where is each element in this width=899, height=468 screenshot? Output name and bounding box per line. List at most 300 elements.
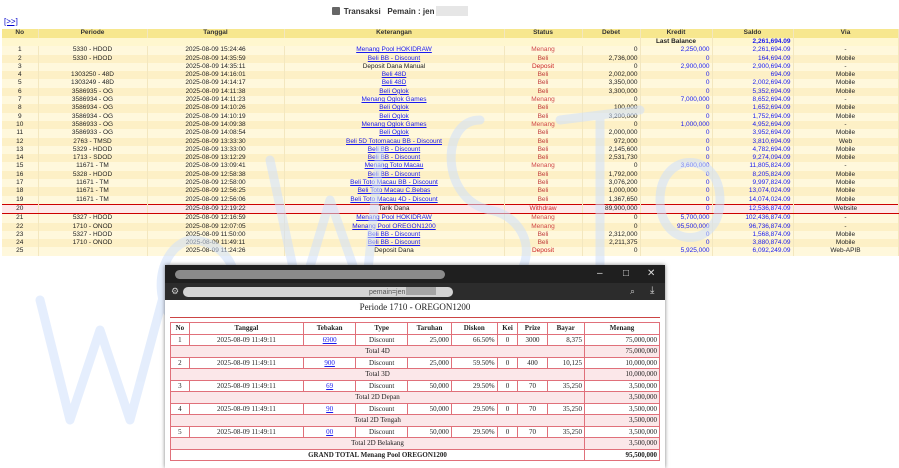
keterangan-link[interactable]: Beli 48D [381, 79, 407, 87]
keterangan-link[interactable]: Beli 5D Totomacau BB - Discount [346, 137, 442, 145]
row-keterangan: Deposit Dana [284, 247, 504, 255]
row-periode: 11671 - TM [38, 162, 147, 170]
row-no: 20 [2, 204, 38, 213]
grand-total-row [171, 449, 660, 461]
column-header: Tanggal [147, 29, 284, 38]
row-no: 8 [2, 104, 38, 112]
bet-row [171, 357, 660, 369]
bet-kei: 0 [497, 426, 518, 438]
transaction-row [2, 129, 898, 137]
row-no: 11 [2, 129, 38, 137]
row-saldo: 164,694.09 [712, 55, 793, 63]
row-saldo: 3,880,874.09 [712, 239, 793, 247]
row-saldo: 8,205,824.09 [712, 171, 793, 179]
bet-type: Discount [356, 403, 408, 415]
row-periode: 5330 - HDOD [38, 55, 147, 63]
keterangan-link[interactable]: Beli Oglok [379, 129, 409, 137]
keterangan-link[interactable]: Beli Toto Macau C.Bebas [357, 187, 431, 195]
detail-column-header: Tanggal [189, 323, 303, 335]
keterangan-link[interactable]: Menang Pool HOKIDRAW [356, 46, 432, 54]
transaction-row [2, 63, 898, 71]
bet-tanggal: 2025-08-09 11:49:11 [189, 380, 303, 392]
row-keterangan [284, 55, 504, 63]
detail-column-header: No [171, 323, 190, 335]
bet-prize: 70 [518, 426, 547, 438]
periode-heading: Periode 1710 - OREGON1200 [359, 302, 471, 312]
row-no: 4 [2, 71, 38, 79]
row-tanggal: 2025-08-09 13:33:00 [147, 146, 284, 154]
row-status: Beli [504, 129, 582, 137]
detail-header-row [171, 323, 660, 335]
row-via: Mobile [793, 79, 898, 87]
subtotal-row [171, 438, 660, 450]
redacted-url-part [406, 287, 436, 295]
bet-diskon: 59.50% [451, 357, 497, 369]
subtotal-row [171, 369, 660, 381]
maximize-button[interactable]: □ [623, 268, 630, 279]
row-kredit: 0 [640, 138, 712, 146]
zoom-icon[interactable]: ⌕ [630, 286, 636, 296]
keterangan-link[interactable]: Beli BB - Discount [367, 239, 421, 247]
keterangan-link[interactable]: Beli BB - Discount [367, 154, 421, 162]
row-saldo: 13,074,024.09 [712, 187, 793, 195]
bet-taruhan: 50,000 [408, 403, 452, 415]
row-tanggal: 2025-08-09 12:58:38 [147, 171, 284, 179]
minimize-button[interactable]: – [597, 268, 603, 279]
row-periode: 5329 - HDOD [38, 146, 147, 154]
bet-tanggal: 2025-08-09 11:49:11 [189, 426, 303, 438]
bet-kei: 0 [497, 403, 518, 415]
row-status: Beli [504, 55, 582, 63]
row-keterangan [284, 138, 504, 146]
row-status: Menang [504, 214, 582, 223]
site-settings-icon[interactable]: ⚙ [171, 286, 180, 296]
keterangan-link[interactable]: Beli Oglok [379, 87, 409, 95]
bet-menang: 3,500,000 [585, 380, 660, 392]
download-icon[interactable]: ⤓ [650, 285, 655, 296]
keterangan-link[interactable]: Menang Oglok Games [361, 120, 427, 128]
row-status: Menang [504, 223, 582, 231]
row-status: Beli [504, 239, 582, 247]
transaction-row [2, 138, 898, 146]
bet-prize: 400 [518, 357, 547, 369]
last-balance-row [2, 38, 898, 46]
row-kredit: 0 [640, 113, 712, 121]
transaction-row [2, 204, 898, 213]
keterangan-link[interactable]: Beli Oglok [379, 104, 409, 112]
bet-taruhan: 50,000 [408, 380, 452, 392]
row-kredit: 0 [640, 146, 712, 154]
popup-address-bar [165, 283, 665, 300]
row-debet: 2,531,730 [582, 154, 640, 162]
row-periode: 3586933 - OG [38, 121, 147, 129]
transaction-row [2, 96, 898, 104]
bet-taruhan: 50,000 [408, 426, 452, 438]
url-field[interactable] [183, 287, 453, 297]
column-header: Debet [582, 29, 640, 38]
row-kredit: 2,900,000 [640, 63, 712, 71]
row-saldo: 6,092,249.09 [712, 247, 793, 255]
row-keterangan [284, 79, 504, 87]
row-tanggal: 2025-08-09 14:11:23 [147, 96, 284, 104]
row-status: Beli [504, 113, 582, 121]
row-saldo: 14,074,024.09 [712, 196, 793, 205]
row-status: Menang [504, 121, 582, 129]
row-periode: 1713 - SDOD [38, 154, 147, 162]
row-via: Mobile [793, 88, 898, 96]
row-keterangan [284, 231, 504, 239]
bet-tanggal: 2025-08-09 11:49:11 [189, 403, 303, 415]
subtotal-row [171, 415, 660, 427]
row-debet: 0 [582, 247, 640, 255]
row-no: 3 [2, 63, 38, 71]
row-no: 10 [2, 121, 38, 129]
keterangan-link[interactable]: Menang Toto Macau [364, 162, 424, 170]
row-periode: 1303249 - 48D [38, 79, 147, 87]
row-kredit: 2,250,000 [640, 46, 712, 54]
row-debet: 2,000,000 [582, 129, 640, 137]
row-via: Mobile [793, 104, 898, 112]
row-debet: 3,350,000 [582, 79, 640, 87]
bet-no: 2 [171, 357, 190, 369]
row-keterangan: Tarik Dana [284, 204, 504, 213]
row-tanggal: 2025-08-09 13:09:41 [147, 162, 284, 170]
row-debet: 1,792,000 [582, 171, 640, 179]
row-keterangan [284, 187, 504, 195]
bet-tebakan [304, 426, 356, 438]
bet-no: 5 [171, 426, 190, 438]
row-periode: 5330 - HDOD [38, 46, 147, 54]
row-kredit: 0 [640, 171, 712, 179]
row-keterangan [284, 113, 504, 121]
row-periode: 5327 - HDOD [38, 231, 147, 239]
subtotal-value: 3,500,000 [585, 392, 660, 404]
row-periode: 5328 - HDOD [38, 171, 147, 179]
subtotal-value: 75,000,000 [585, 346, 660, 358]
row-via: - [793, 46, 898, 54]
bet-tebakan [304, 380, 356, 392]
row-saldo: 102,436,874.09 [712, 214, 793, 223]
bet-prize: 70 [518, 380, 547, 392]
page-title: Transaksi [343, 7, 381, 16]
subtotal-value: 3,500,000 [585, 438, 660, 450]
row-status: Beli [504, 231, 582, 239]
row-no: 18 [2, 187, 38, 195]
row-debet: 3,200,000 [582, 113, 640, 121]
row-keterangan [284, 171, 504, 179]
keterangan-link[interactable]: Beli BB - Discount [367, 170, 421, 178]
row-via: - [793, 121, 898, 129]
row-via: Website [793, 204, 898, 213]
transaction-row [2, 214, 898, 223]
tebakan-link[interactable]: 90 [326, 404, 334, 413]
row-via: Mobile [793, 231, 898, 239]
row-via: Web-APIB [793, 247, 898, 255]
row-saldo: 3,810,694.09 [712, 138, 793, 146]
detail-popup-window [165, 265, 665, 468]
row-kredit: 7,000,000 [640, 96, 712, 104]
row-status: Menang [504, 46, 582, 54]
row-keterangan [284, 146, 504, 154]
keterangan-link[interactable]: Beli BB - Discount [367, 54, 421, 62]
row-status: Withdraw [504, 204, 582, 213]
row-tanggal: 2025-08-09 14:35:11 [147, 63, 284, 71]
keterangan-link[interactable]: Beli Toto Macau 4D - Discount [350, 195, 438, 203]
row-debet: 0 [582, 162, 640, 170]
row-debet: 100,000 [582, 104, 640, 112]
bet-bayar: 8,375 [547, 334, 584, 346]
bet-bayar: 35,250 [547, 403, 584, 415]
bet-type: Discount [356, 380, 408, 392]
row-debet: 0 [582, 96, 640, 104]
row-kredit: 0 [640, 154, 712, 162]
transaction-row [2, 55, 898, 63]
transaction-row [2, 46, 898, 54]
page-header [0, 6, 800, 22]
bet-row [171, 426, 660, 438]
row-keterangan [284, 196, 504, 205]
row-kredit: 5,925,000 [640, 247, 712, 255]
row-tanggal: 2025-08-09 14:11:38 [147, 88, 284, 96]
transaction-row [2, 88, 898, 96]
row-debet: 0 [582, 223, 640, 231]
bet-type: Discount [356, 426, 408, 438]
transaction-row [2, 223, 898, 231]
url-text: pemain=jen [369, 289, 406, 296]
row-saldo: 1,752,694.09 [712, 113, 793, 121]
tebakan-link[interactable]: 6900 [322, 335, 337, 344]
subtotal-value: 10,000,000 [585, 369, 660, 381]
transaction-row [2, 162, 898, 170]
column-header: No [2, 29, 38, 38]
bet-tebakan [304, 334, 356, 346]
transaction-row [2, 121, 898, 129]
row-debet: 0 [582, 121, 640, 129]
row-keterangan [284, 223, 504, 231]
row-no: 19 [2, 196, 38, 205]
row-status: Beli [504, 146, 582, 154]
bet-kei: 0 [497, 380, 518, 392]
row-periode [38, 247, 147, 255]
bet-type: Discount [356, 334, 408, 346]
bet-row [171, 380, 660, 392]
bet-row [171, 334, 660, 346]
row-tanggal: 2025-08-09 12:56:06 [147, 196, 284, 205]
row-saldo: 4,952,694.09 [712, 121, 793, 129]
row-saldo: 694.09 [712, 71, 793, 79]
row-via: - [793, 162, 898, 170]
row-tanggal: 2025-08-09 11:50:00 [147, 231, 284, 239]
row-via: Mobile [793, 146, 898, 154]
watermark-stroke [40, 290, 165, 420]
row-keterangan [284, 46, 504, 54]
row-debet: 2,211,375 [582, 239, 640, 247]
row-no: 23 [2, 231, 38, 239]
row-keterangan [284, 129, 504, 137]
row-status: Beli [504, 171, 582, 179]
row-keterangan [284, 162, 504, 170]
row-status: Beli [504, 88, 582, 96]
row-via: Mobile [793, 179, 898, 187]
row-status: Beli [504, 187, 582, 195]
row-kredit: 0 [640, 179, 712, 187]
keterangan-link[interactable]: Menang Oglok Games [361, 96, 427, 104]
subtotal-label: Total 2D Tengah [171, 415, 585, 427]
row-no: 21 [2, 214, 38, 223]
grand-total-value: 95,500,000 [585, 449, 660, 461]
spacer-cell [2, 38, 640, 46]
bet-kei: 0 [497, 357, 518, 369]
row-tanggal: 2025-08-09 14:35:59 [147, 55, 284, 63]
row-tanggal: 2025-08-09 12:19:22 [147, 204, 284, 213]
column-header: Saldo [712, 29, 793, 38]
transaction-row [2, 146, 898, 154]
row-debet: 1,367,650 [582, 196, 640, 205]
row-periode: 3586933 - OG [38, 129, 147, 137]
detail-column-header: Bayar [547, 323, 584, 335]
bet-tebakan [304, 403, 356, 415]
row-periode [38, 204, 147, 213]
row-tanggal: 2025-08-09 14:09:38 [147, 121, 284, 129]
bet-prize: 70 [518, 403, 547, 415]
row-tanggal: 2025-08-09 11:49:11 [147, 239, 284, 247]
row-no: 25 [2, 247, 38, 255]
row-via: Mobile [793, 113, 898, 121]
row-status: Beli [504, 79, 582, 87]
transaction-row [2, 239, 898, 247]
redacted-username [436, 6, 468, 16]
row-via: Mobile [793, 129, 898, 137]
tebakan-link[interactable]: 69 [326, 381, 334, 390]
row-no: 7 [2, 96, 38, 104]
transaction-row [2, 171, 898, 179]
grand-total-label: GRAND TOTAL Menang Pool OREGON1200 [171, 449, 585, 461]
row-status: Beli [504, 179, 582, 187]
subtotal-label: Total 4D [171, 346, 585, 358]
keterangan-link[interactable]: Beli Toto Macau BB - Discount [350, 179, 438, 187]
tebakan-link[interactable]: 00 [326, 427, 334, 436]
transaction-icon [332, 7, 340, 15]
row-debet: 89,900,000 [582, 204, 640, 213]
bet-tanggal: 2025-08-09 11:49:11 [189, 334, 303, 346]
row-periode: 3586935 - OG [38, 88, 147, 96]
column-header: Keterangan [284, 29, 504, 38]
row-keterangan [284, 71, 504, 79]
close-button[interactable]: ✕ [647, 268, 656, 279]
bet-kei: 0 [497, 334, 518, 346]
row-debet: 1,000,000 [582, 187, 640, 195]
row-tanggal: 2025-08-09 13:33:30 [147, 138, 284, 146]
row-saldo: 9,274,094.09 [712, 154, 793, 162]
row-keterangan [284, 239, 504, 247]
row-no: 14 [2, 154, 38, 162]
bet-no: 1 [171, 334, 190, 346]
row-status: Deposit [504, 63, 582, 71]
tebakan-link[interactable]: 900 [324, 358, 335, 367]
row-saldo: 12,536,874.09 [712, 204, 793, 213]
bet-diskon: 29.50% [451, 403, 497, 415]
bet-diskon: 29.50% [451, 426, 497, 438]
popup-content [165, 300, 665, 468]
row-kredit: 1,000,000 [640, 121, 712, 129]
row-tanggal: 2025-08-09 14:14:17 [147, 79, 284, 87]
row-keterangan [284, 96, 504, 104]
bet-menang: 10,000,000 [585, 357, 660, 369]
detail-column-header: Menang [585, 323, 660, 335]
row-periode: 11671 - TM [38, 179, 147, 187]
row-kredit: 0 [640, 204, 712, 213]
subtotal-label: Total 3D [171, 369, 585, 381]
keterangan-link[interactable]: Beli BB - Discount [367, 230, 421, 238]
row-periode: 2763 - TMSD [38, 138, 147, 146]
player-label: Pemain : jen [387, 7, 435, 16]
row-periode: 3586934 - OG [38, 113, 147, 121]
subtotal-value: 3,500,000 [585, 415, 660, 427]
keterangan-link[interactable]: Beli Oglok [379, 112, 409, 120]
bet-menang: 3,500,000 [585, 426, 660, 438]
bet-taruhan: 25,000 [408, 334, 452, 346]
row-via: - [793, 214, 898, 223]
redacted-tab-title [175, 270, 445, 279]
row-via: Mobile [793, 71, 898, 79]
subtotal-label: Total 2D Belakang [171, 438, 585, 450]
row-tanggal: 2025-08-09 14:10:26 [147, 104, 284, 112]
row-status: Beli [504, 138, 582, 146]
row-no: 24 [2, 239, 38, 247]
subtotal-row [171, 346, 660, 358]
row-tanggal: 2025-08-09 13:12:29 [147, 154, 284, 162]
spacer-cell [793, 38, 898, 46]
bet-no: 3 [171, 380, 190, 392]
row-debet: 3,300,000 [582, 88, 640, 96]
row-status: Beli [504, 71, 582, 79]
row-saldo: 5,352,694.09 [712, 88, 793, 96]
row-via: Mobile [793, 187, 898, 195]
row-debet: 0 [582, 46, 640, 54]
row-keterangan [284, 179, 504, 187]
row-via: Mobile [793, 55, 898, 63]
row-saldo: 2,261,694.09 [712, 46, 793, 54]
last-balance-value: 2,261,694.09 [712, 38, 793, 46]
row-keterangan: Deposit Dana Manual [284, 63, 504, 71]
detail-column-header: Type [356, 323, 408, 335]
row-no: 15 [2, 162, 38, 170]
row-no: 9 [2, 113, 38, 121]
row-periode: 5327 - HDOD [38, 214, 147, 223]
row-no: 13 [2, 146, 38, 154]
row-saldo: 11,805,824.09 [712, 162, 793, 170]
bet-prize: 3000 [518, 334, 547, 346]
row-status: Beli [504, 196, 582, 205]
last-balance-label: Last Balance [640, 38, 712, 46]
row-saldo: 96,736,874.09 [712, 223, 793, 231]
bet-bayar: 35,250 [547, 380, 584, 392]
keterangan-link[interactable]: Beli BB - Discount [367, 145, 421, 153]
keterangan-link[interactable]: Menang Pool OREGON1200 [352, 222, 436, 230]
transaction-row [2, 247, 898, 255]
keterangan-link[interactable]: Beli 48D [381, 71, 407, 79]
row-kredit: 0 [640, 88, 712, 96]
bet-diskon: 66.50% [451, 334, 497, 346]
row-periode: 11671 - TM [38, 187, 147, 195]
column-header: Status [504, 29, 582, 38]
row-no: 2 [2, 55, 38, 63]
bet-menang: 75,000,000 [585, 334, 660, 346]
expand-link[interactable]: [>>] [4, 17, 18, 26]
detail-column-header: Prize [518, 323, 547, 335]
row-kredit: 0 [640, 231, 712, 239]
keterangan-link[interactable]: Menang Pool HOKIDRAW [356, 214, 432, 222]
